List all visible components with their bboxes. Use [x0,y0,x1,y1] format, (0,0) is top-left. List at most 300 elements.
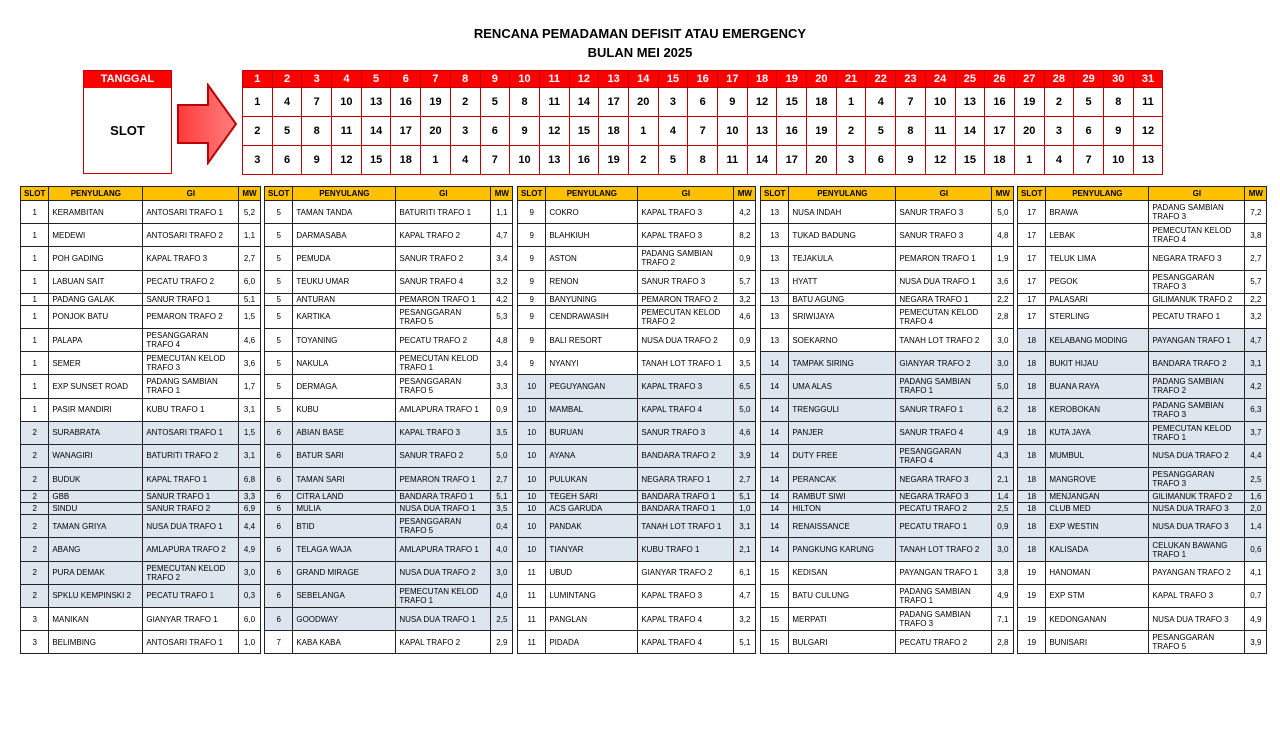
gi-cell: SANUR TRAFO 2 [396,444,491,467]
gi-cell: PADANG SAMBIAN TRAFO 3 [896,608,992,631]
table-row [761,538,1014,561]
table-row [761,398,1014,421]
gi-cell: NUSA DUA TRAFO 2 [638,328,734,351]
slot-cell: 9 [518,247,546,270]
table-row [1018,444,1267,467]
penyulang-cell: BUANA RAYA [1046,375,1149,398]
slot-number-cell: 1 [628,117,658,146]
column-header-mw: MW [1245,187,1267,201]
date-header-cell: 31 [1133,71,1163,88]
penyulang-cell: TRENGGULI [789,398,896,421]
mw-cell: 6,1 [734,561,756,584]
slot-number-cell: 13 [539,146,569,175]
slot-number-cell: 16 [777,117,807,146]
mw-cell: 2,5 [992,503,1014,515]
gi-cell: TANAH LOT TRAFO 1 [638,515,734,538]
slot-number-cell: 5 [658,146,688,175]
penyulang-cell: DERMAGA [293,375,396,398]
slot-cell: 2 [21,444,49,467]
table-row [518,444,756,467]
table-row [1018,468,1267,491]
penyulang-cell: PANDAK [546,515,638,538]
slot-number-cell: 10 [510,146,540,175]
table-row [518,584,756,607]
gi-cell: ANTOSARI TRAFO 1 [143,421,239,444]
mw-cell: 2,8 [992,305,1014,328]
mw-cell: 0,9 [992,515,1014,538]
gi-cell: TANAH LOT TRAFO 1 [638,352,734,375]
gi-cell: KAPAL TRAFO 1 [143,468,239,491]
slot-cell: 14 [761,352,789,375]
slot-cell: 14 [761,398,789,421]
mw-cell: 4,9 [239,538,260,561]
table-row [518,631,756,654]
slot-number-cell: 10 [1103,146,1133,175]
slot-number-cell: 7 [1074,146,1104,175]
slot-number-cell: 8 [1103,88,1133,117]
gi-cell: KAPAL TRAFO 3 [1149,584,1245,607]
slot-number-cell: 12 [332,146,362,175]
slot-cell: 10 [518,503,546,515]
mw-cell: 4,8 [992,224,1014,247]
mw-cell: 3,0 [491,561,513,584]
slot-cell: 1 [21,201,49,224]
penyulang-cell: NUSA INDAH [789,201,896,224]
gi-cell: TANAH LOT TRAFO 2 [896,538,992,561]
slot-number-cell: 18 [391,146,421,175]
date-header-cell: 17 [718,71,748,88]
mw-cell: 5,7 [1245,270,1267,293]
penyulang-cell: ASTON [546,247,638,270]
penyulang-cell: TOYANING [293,328,396,351]
slot-number-cell: 2 [628,146,658,175]
table-row [1018,305,1267,328]
slot-cell: 13 [761,305,789,328]
gi-cell: NUSA DUA TRAFO 2 [396,561,491,584]
gi-cell: NEGARA TRAFO 1 [638,468,734,491]
gi-cell: NUSA DUA TRAFO 1 [896,270,992,293]
penyulang-cell: BUDUK [49,468,143,491]
gi-cell: SANUR TRAFO 1 [143,491,239,503]
slot-cell: 1 [21,247,49,270]
column-header-mw: MW [992,187,1014,201]
slot-cell: 6 [265,515,293,538]
penyulang-cell: SURABRATA [49,421,143,444]
penyulang-cell: PANJER [789,421,896,444]
penyulang-cell: BANYUNING [546,293,638,305]
slot-cell: 13 [761,270,789,293]
table-row [1018,398,1267,421]
slot-cell: 9 [518,305,546,328]
table-row [518,328,756,351]
penyulang-cell: EXP WESTIN [1046,515,1149,538]
slot-number-cell: 16 [569,146,599,175]
slot-cell: 10 [518,375,546,398]
column-header-slot: SLOT [265,187,293,201]
gi-cell: PEMARON TRAFO 1 [396,293,491,305]
table-row [761,293,1014,305]
penyulang-cell: STERLING [1046,305,1149,328]
slot-number-cell: 19 [807,117,837,146]
slot-cell: 19 [1018,608,1046,631]
mw-cell: 1,9 [992,247,1014,270]
mw-cell: 6,9 [239,503,260,515]
slot-number-cell: 6 [688,88,718,117]
penyulang-cell: AYANA [546,444,638,467]
slot-number-cell: 15 [777,88,807,117]
penyulang-cell: DUTY FREE [789,444,896,467]
gi-cell: PECATU TRAFO 1 [1149,305,1245,328]
mw-cell: 2,7 [1245,247,1267,270]
slot-cell: 3 [21,608,49,631]
penyulang-cell: PADANG GALAK [49,293,143,305]
mw-cell: 2,7 [491,468,513,491]
slot-number-cell: 12 [1133,117,1163,146]
penyulang-cell: BATU AGUNG [789,293,896,305]
table-row [761,503,1014,515]
table-row [21,608,261,631]
mw-cell: 3,1 [734,515,756,538]
mw-cell: 6,5 [734,375,756,398]
mw-cell: 1,0 [734,503,756,515]
mw-cell: 4,7 [491,224,513,247]
gi-cell: GILIMANUK TRAFO 2 [1149,293,1245,305]
table-row [1018,293,1267,305]
gi-cell: PESANGGARAN TRAFO 5 [396,375,491,398]
mw-cell: 3,9 [734,444,756,467]
slot-cell: 1 [21,293,49,305]
mw-cell: 3,5 [734,352,756,375]
mw-cell: 2,1 [734,538,756,561]
penyulang-cell: BULGARI [789,631,896,654]
mw-cell: 3,2 [491,270,513,293]
column-header-penyulang: PENYULANG [789,187,896,201]
mw-cell: 2,5 [1245,468,1267,491]
gi-cell: PAYANGAN TRAFO 1 [896,561,992,584]
table-row [761,631,1014,654]
penyulang-cell: MULIA [293,503,396,515]
slot-cell: 6 [265,503,293,515]
penyulang-cell: WANAGIRI [49,444,143,467]
slot-number-cell: 4 [272,88,302,117]
slot-number-cell: 15 [569,117,599,146]
penyulang-cell: MEDEWI [49,224,143,247]
penyulang-cell: TAMAN SARI [293,468,396,491]
slot-number-cell: 16 [985,88,1015,117]
mw-cell: 4,9 [992,584,1014,607]
mw-cell: 1,1 [239,224,260,247]
column-header-penyulang: PENYULANG [1046,187,1149,201]
penyulang-cell: LUMINTANG [546,584,638,607]
slot-number-cell: 5 [272,117,302,146]
gi-cell: PECATU TRAFO 2 [896,631,992,654]
mw-cell: 3,1 [239,444,260,467]
slot-number-cell: 20 [628,88,658,117]
table-row [21,631,261,654]
gi-cell: SANUR TRAFO 3 [638,270,734,293]
penyulang-cell: LEBAK [1046,224,1149,247]
slot-cell: 17 [1018,247,1046,270]
table-row [265,444,513,467]
table-row [518,561,756,584]
penyulang-cell: HILTON [789,503,896,515]
table-row [265,421,513,444]
column-header-slot: SLOT [761,187,789,201]
gi-cell: NUSA DUA TRAFO 1 [396,503,491,515]
table-row [265,224,513,247]
table-row [21,538,261,561]
slot-cell: 18 [1018,538,1046,561]
table-row [21,328,261,351]
penyulang-cell: PANGLAN [546,608,638,631]
mw-cell: 3,4 [491,352,513,375]
mw-cell: 2,2 [1245,293,1267,305]
page-title: RENCANA PEMADAMAN DEFISIT ATAU EMERGENCY [473,26,807,41]
gi-cell: NUSA DUA TRAFO 3 [1149,503,1245,515]
mw-cell: 0,6 [1245,538,1267,561]
gi-cell: NEGARA TRAFO 1 [896,293,992,305]
slot-cell: 2 [21,561,49,584]
penyulang-cell: GRAND MIRAGE [293,561,396,584]
slot-number-cell: 13 [1133,146,1163,175]
slot-number-cell: 12 [539,117,569,146]
slot-number-cell: 18 [807,88,837,117]
penyulang-cell: TUKAD BADUNG [789,224,896,247]
mw-cell: 3,1 [239,398,260,421]
mw-cell: 6,0 [239,270,260,293]
slot-number-cell: 19 [421,88,451,117]
date-header-cell: 2 [272,71,302,88]
slot-cell: 18 [1018,444,1046,467]
table-row [21,293,261,305]
column-header-slot: SLOT [1018,187,1046,201]
slot-cell: 10 [518,398,546,421]
slot-cell: 17 [1018,224,1046,247]
slot-cell: 19 [1018,584,1046,607]
date-header-cell: 21 [836,71,866,88]
penyulang-cell: ABANG [49,538,143,561]
mw-cell: 0,9 [491,398,513,421]
mw-cell: 6,3 [1245,398,1267,421]
gi-cell: NUSA DUA TRAFO 2 [1149,444,1245,467]
slot-cell: 1 [21,305,49,328]
penyulang-cell: PEMUDA [293,247,396,270]
slot-number-cell: 6 [480,117,510,146]
mw-cell: 1,5 [239,305,260,328]
column-header-penyulang: PENYULANG [49,187,143,201]
mw-cell: 2,1 [992,468,1014,491]
table-row [518,201,756,224]
gi-cell: SANUR TRAFO 2 [396,247,491,270]
mw-cell: 6,2 [992,398,1014,421]
slot-cell: 14 [761,503,789,515]
gi-cell: SANUR TRAFO 3 [896,201,992,224]
penyulang-cell: BALI RESORT [546,328,638,351]
date-header-cell: 28 [1044,71,1074,88]
slot-number-cell: 1 [421,146,451,175]
slot-cell: 2 [21,503,49,515]
mw-cell: 8,2 [734,224,756,247]
slot-cell: 15 [761,631,789,654]
slot-number-cell: 2 [1044,88,1074,117]
date-header-cell: 18 [747,71,777,88]
mw-cell: 4,6 [734,421,756,444]
gi-cell: PEMARON TRAFO 1 [896,247,992,270]
mw-cell: 3,5 [491,421,513,444]
mw-cell: 7,2 [1245,201,1267,224]
mw-cell: 2,0 [1245,503,1267,515]
slot-cell: 10 [518,491,546,503]
mw-cell: 3,4 [491,247,513,270]
slot-cell: 1 [21,398,49,421]
penyulang-cell: KARTIKA [293,305,396,328]
mw-cell: 4,4 [239,515,260,538]
gi-cell: NUSA DUA TRAFO 3 [1149,608,1245,631]
mw-cell: 3,0 [992,352,1014,375]
table-row [21,201,261,224]
date-header-cell: 23 [896,71,926,88]
table-row [1018,503,1267,515]
slot-number-cell: 17 [777,146,807,175]
table-row [265,247,513,270]
penyulang-cell: BATUR SARI [293,444,396,467]
gi-cell: KAPAL TRAFO 4 [638,631,734,654]
slot-cell: 5 [265,293,293,305]
slot-cell: 6 [265,468,293,491]
penyulang-cell: MERPATI [789,608,896,631]
slot-cell: 15 [761,584,789,607]
slot-cell: 18 [1018,491,1046,503]
penyulang-cell: SINDU [49,503,143,515]
gi-cell: BATURITI TRAFO 1 [396,201,491,224]
table-row [518,398,756,421]
mw-cell: 0,7 [1245,584,1267,607]
column-header-slot: SLOT [518,187,546,201]
slot-cell: 10 [518,515,546,538]
gi-cell: ANTOSARI TRAFO 1 [143,201,239,224]
penyulang-cell: PERANCAK [789,468,896,491]
mw-cell: 3,8 [992,561,1014,584]
slot-cell: 1 [21,352,49,375]
table-row [1018,270,1267,293]
date-header-cell: 6 [391,71,421,88]
mw-cell: 5,1 [239,293,260,305]
gi-cell: PEMECUTAN KELOD TRAFO 4 [1149,224,1245,247]
table-row [518,421,756,444]
slot-number-cell: 11 [332,117,362,146]
slot-number-cell: 3 [836,146,866,175]
penyulang-cell: TEJAKULA [789,247,896,270]
slot-number-cell: 5 [866,117,896,146]
slot-number-cell: 14 [569,88,599,117]
mw-cell: 1,7 [239,375,260,398]
slot-cell: 11 [518,608,546,631]
table-row [21,247,261,270]
table-row [21,561,261,584]
slot-table [264,186,513,654]
mw-cell: 5,1 [491,491,513,503]
gi-cell: SANUR TRAFO 2 [143,503,239,515]
gi-cell: SANUR TRAFO 3 [638,421,734,444]
slot-number-cell: 13 [955,88,985,117]
table-row [1018,375,1267,398]
slot-table [760,186,1014,654]
slot-number-cell: 18 [599,117,629,146]
slot-cell: 11 [518,631,546,654]
mw-cell: 3,1 [1245,352,1267,375]
gi-cell: KAPAL TRAFO 2 [396,631,491,654]
penyulang-cell: GOODWAY [293,608,396,631]
slot-cell: 5 [265,328,293,351]
slot-number-cell: 3 [450,117,480,146]
gi-cell: AMLAPURA TRAFO 2 [143,538,239,561]
slot-cell: 19 [1018,561,1046,584]
slot-cell: 17 [1018,305,1046,328]
mw-cell: 3,0 [239,561,260,584]
slot-number-cell: 8 [896,117,926,146]
penyulang-cell: KUBU [293,398,396,421]
slot-number-cell: 1 [836,88,866,117]
slot-number-cell: 10 [332,88,362,117]
slot-cell: 11 [518,584,546,607]
slot-cell: 15 [761,608,789,631]
mw-cell: 4,7 [734,584,756,607]
slot-cell: 18 [1018,352,1046,375]
slot-row [243,146,1163,175]
slot-number-cell: 20 [807,146,837,175]
table-row [265,375,513,398]
penyulang-cell: KERAMBITAN [49,201,143,224]
penyulang-cell: SEMER [49,352,143,375]
date-header-cell: 19 [777,71,807,88]
slot-cell: 14 [761,375,789,398]
table-row [265,608,513,631]
table-row [265,515,513,538]
slot-number-cell: 3 [243,146,273,175]
column-header-mw: MW [491,187,513,201]
slot-cell: 10 [518,468,546,491]
slot-number-cell: 13 [747,117,777,146]
gi-cell: PESANGGARAN TRAFO 5 [1149,631,1245,654]
slot-label: SLOT [110,123,145,138]
gi-cell: PADANG SAMBIAN TRAFO 3 [1149,398,1245,421]
penyulang-cell: BUKIT HIJAU [1046,352,1149,375]
penyulang-cell: KALISADA [1046,538,1149,561]
slot-cell: 10 [518,444,546,467]
slot-number-cell: 2 [450,88,480,117]
slot-number-cell: 20 [1014,117,1044,146]
slot-cell: 6 [265,444,293,467]
slot-cell: 6 [265,538,293,561]
date-header-cell: 25 [955,71,985,88]
table-row [265,398,513,421]
table-row [518,293,756,305]
slot-cell: 14 [761,491,789,503]
slot-cell: 18 [1018,503,1046,515]
gi-cell: PADANG SAMBIAN TRAFO 2 [1149,375,1245,398]
slot-cell: 9 [518,328,546,351]
table-row [265,352,513,375]
table-row [265,538,513,561]
slot-cell: 14 [761,444,789,467]
slot-cell: 11 [518,561,546,584]
slot-cell: 3 [21,631,49,654]
slot-number-cell: 6 [866,146,896,175]
penyulang-cell: SEBELANGA [293,584,396,607]
gi-cell: BATURITI TRAFO 2 [143,444,239,467]
penyulang-cell: SOEKARNO [789,328,896,351]
gi-cell: PEMARON TRAFO 2 [143,305,239,328]
